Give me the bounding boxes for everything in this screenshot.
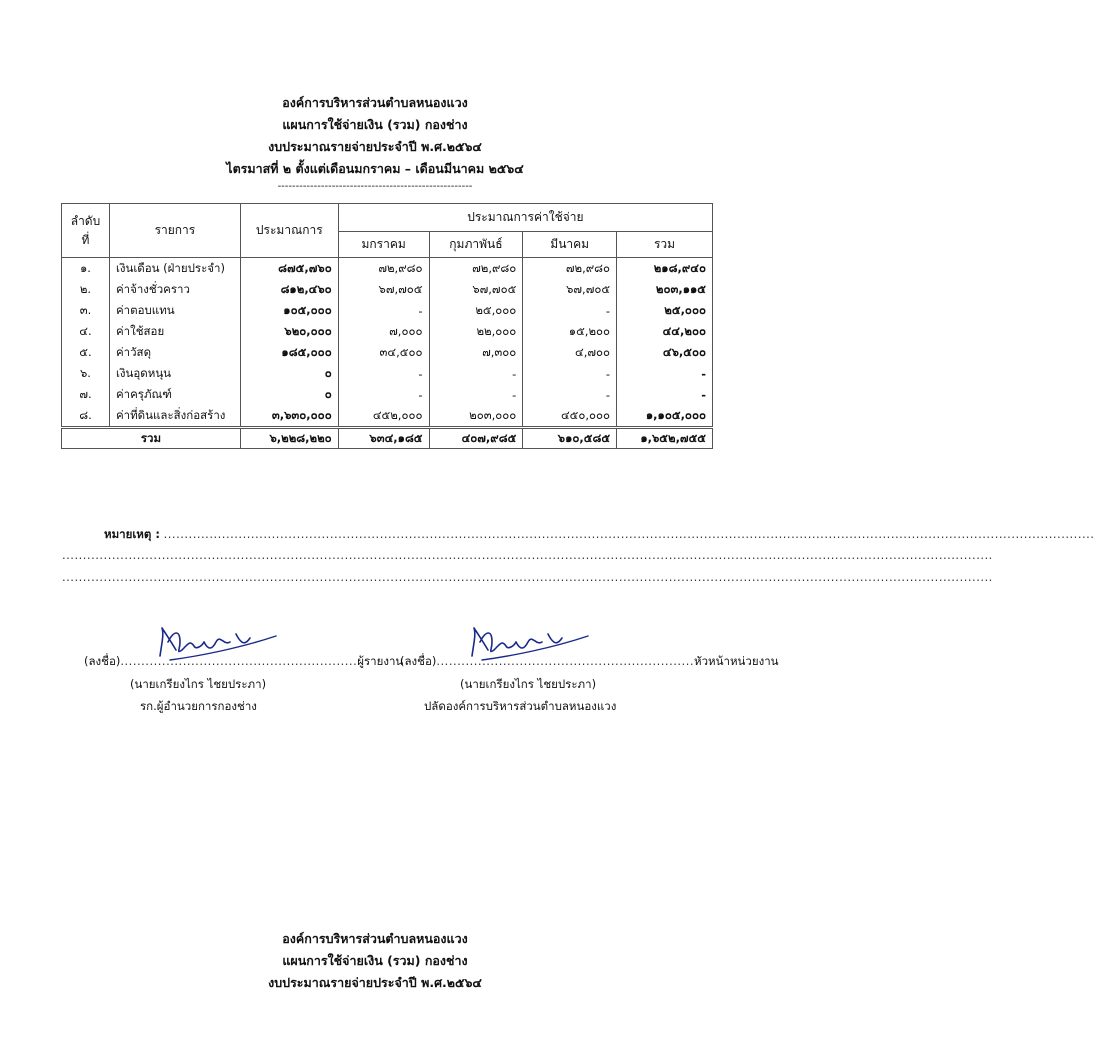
- left-sign-dots: .........................................................: [120, 654, 358, 668]
- row-item: ค่าวัสดุ: [109, 342, 240, 363]
- footer-org-title: องค์การบริหารส่วนตำบลหนองแวง: [282, 931, 468, 946]
- row-estimate: ๓,๖๓๐,๐๐๐: [240, 405, 338, 428]
- row-number: ๔.: [62, 321, 110, 342]
- row-february: -: [429, 363, 523, 384]
- table-row: [62, 258, 713, 280]
- row-february: ๗๒,๙๘๐: [429, 258, 523, 280]
- row-total: ๒๐๓,๑๑๕: [617, 279, 713, 300]
- row-total: ๔๖,๕๐๐: [617, 342, 713, 363]
- right-sign-role: หัวหน้าหน่วยงาน: [694, 654, 779, 668]
- row-number: ๖.: [62, 363, 110, 384]
- row-march: ๗๒,๙๘๐: [523, 258, 617, 280]
- left-sign-line: [84, 653, 403, 671]
- row-february: ๒๒,๐๐๐: [429, 321, 523, 342]
- row-february: ๒๕,๐๐๐: [429, 300, 523, 321]
- row-january: ๗,๐๐๐: [338, 321, 429, 342]
- notes-dots-1: ................................................................................................................................................................................................................................: [163, 527, 1094, 541]
- row-item: เงินอุดหนุน: [109, 363, 240, 384]
- row-january: -: [338, 300, 429, 321]
- right-signer-position: ปลัดองค์การบริหารส่วนตำบลหนองแวง: [424, 699, 617, 713]
- right-sign-dots: ..............................................................: [436, 654, 695, 668]
- right-sign-line: [400, 653, 779, 671]
- table-total-row: [62, 428, 713, 449]
- col-header-estimate: ประมาณการ: [240, 204, 338, 258]
- left-signer-name: (นายเกรียงไกร ไชยประภา): [130, 677, 267, 691]
- row-total: ๒๕,๐๐๐: [617, 300, 713, 321]
- col-header-february: กุมภาพันธ์: [429, 232, 523, 258]
- col-header-no: [62, 204, 110, 258]
- table-row: [62, 342, 713, 363]
- row-march: ๖๗,๗๐๕: [523, 279, 617, 300]
- row-estimate: ๐: [240, 384, 338, 405]
- right-signer-name: (นายเกรียงไกร ไชยประภา): [460, 677, 597, 691]
- row-february: ๒๐๓,๐๐๐: [429, 405, 523, 428]
- table-row: [62, 300, 713, 321]
- row-estimate: ๘๗๕,๗๖๐: [240, 258, 338, 280]
- row-total: ๔๔,๒๐๐: [617, 321, 713, 342]
- left-sign-prefix: (ลงชื่อ): [84, 654, 121, 668]
- row-estimate: ๑๐๕,๐๐๐: [240, 300, 338, 321]
- table-row: [62, 321, 713, 342]
- total-estimate: ๖,๒๒๘,๒๒๐: [240, 428, 338, 449]
- row-number: ๗.: [62, 384, 110, 405]
- row-march: -: [523, 384, 617, 405]
- notes-line-1: [104, 526, 1094, 544]
- col-header-no-line2: ที่: [81, 232, 90, 247]
- row-item: ค่าตอบแทน: [109, 300, 240, 321]
- total-march: ๖๑๐,๕๘๕: [523, 428, 617, 449]
- notes-line-3: ................................................................................................................................................................................................................................: [62, 570, 993, 584]
- row-march: -: [523, 363, 617, 384]
- footer-header: [0, 928, 750, 994]
- notes-line-2: ................................................................................................................................................................................................................................: [62, 548, 993, 562]
- header-divider: ------------------------------------------------------: [277, 181, 473, 192]
- row-january: ๓๔,๕๐๐: [338, 342, 429, 363]
- right-sign-prefix: (ลงชื่อ): [400, 654, 437, 668]
- notes-label: หมายเหตุ :: [104, 527, 160, 541]
- row-january: ๗๒,๙๘๐: [338, 258, 429, 280]
- col-header-january: มกราคม: [338, 232, 429, 258]
- table-row: [62, 363, 713, 384]
- row-january: ๖๗,๗๐๕: [338, 279, 429, 300]
- col-header-no-line1: ลำดับ: [70, 213, 101, 228]
- col-header-spend-group: ประมาณการค่าใช้จ่าย: [338, 204, 712, 232]
- row-march: ๔,๗๐๐: [523, 342, 617, 363]
- col-header-total: รวม: [617, 232, 713, 258]
- budget-year-title: งบประมาณรายจ่ายประจำปี พ.ศ.๒๕๖๔: [268, 139, 482, 154]
- row-item: ค่าใช้สอย: [109, 321, 240, 342]
- left-signer-position: รก.ผู้อำนวยการกองช่าง: [140, 699, 257, 713]
- row-february: ๗,๓๐๐: [429, 342, 523, 363]
- row-number: ๒.: [62, 279, 110, 300]
- total-january: ๖๓๔,๑๘๕: [338, 428, 429, 449]
- row-item: ค่าที่ดินและสิ่งก่อสร้าง: [109, 405, 240, 428]
- budget-table: [61, 203, 713, 449]
- footer-plan-title: แผนการใช้จ่ายเงิน (รวม) กองช่าง: [282, 953, 468, 968]
- total-label: รวม: [62, 428, 241, 449]
- row-february: -: [429, 384, 523, 405]
- row-number: ๑.: [62, 258, 110, 280]
- quarter-title: ไตรมาสที่ ๒ ตั้งแต่เดือนมกราคม – เดือนมีนาคม ๒๕๖๔: [226, 161, 524, 176]
- row-estimate: ๘๑๒,๔๖๐: [240, 279, 338, 300]
- row-item: ค่าครุภัณฑ์: [109, 384, 240, 405]
- row-march: ๑๕,๒๐๐: [523, 321, 617, 342]
- row-estimate: ๖๒๐,๐๐๐: [240, 321, 338, 342]
- row-january: -: [338, 384, 429, 405]
- table-row: [62, 384, 713, 405]
- total-sum: ๑,๖๕๒,๗๕๕: [617, 428, 713, 449]
- row-number: ๘.: [62, 405, 110, 428]
- total-february: ๔๐๗,๙๘๕: [429, 428, 523, 449]
- row-february: ๖๗,๗๐๕: [429, 279, 523, 300]
- col-header-march: มีนาคม: [523, 232, 617, 258]
- row-item: เงินเดือน (ฝ่ายประจำ): [109, 258, 240, 280]
- row-estimate: ๐: [240, 363, 338, 384]
- row-march: ๔๕๐,๐๐๐: [523, 405, 617, 428]
- plan-title: แผนการใช้จ่ายเงิน (รวม) กองช่าง: [282, 117, 468, 132]
- row-january: ๔๕๒,๐๐๐: [338, 405, 429, 428]
- left-sign-role: ผู้รายงาน: [357, 654, 404, 668]
- row-march: -: [523, 300, 617, 321]
- document-header: [0, 92, 750, 194]
- row-number: ๓.: [62, 300, 110, 321]
- row-total: -: [617, 363, 713, 384]
- table-row: [62, 405, 713, 428]
- footer-budget-year-title: งบประมาณรายจ่ายประจำปี พ.ศ.๒๕๖๔: [268, 975, 482, 990]
- org-title: องค์การบริหารส่วนตำบลหนองแวง: [282, 95, 468, 110]
- row-total: ๑,๑๐๕,๐๐๐: [617, 405, 713, 428]
- col-header-item: รายการ: [109, 204, 240, 258]
- row-number: ๕.: [62, 342, 110, 363]
- row-total: -: [617, 384, 713, 405]
- row-total: ๒๑๘,๙๔๐: [617, 258, 713, 280]
- row-january: -: [338, 363, 429, 384]
- row-item: ค่าจ้างชั่วคราว: [109, 279, 240, 300]
- table-row: [62, 279, 713, 300]
- row-estimate: ๑๘๕,๐๐๐: [240, 342, 338, 363]
